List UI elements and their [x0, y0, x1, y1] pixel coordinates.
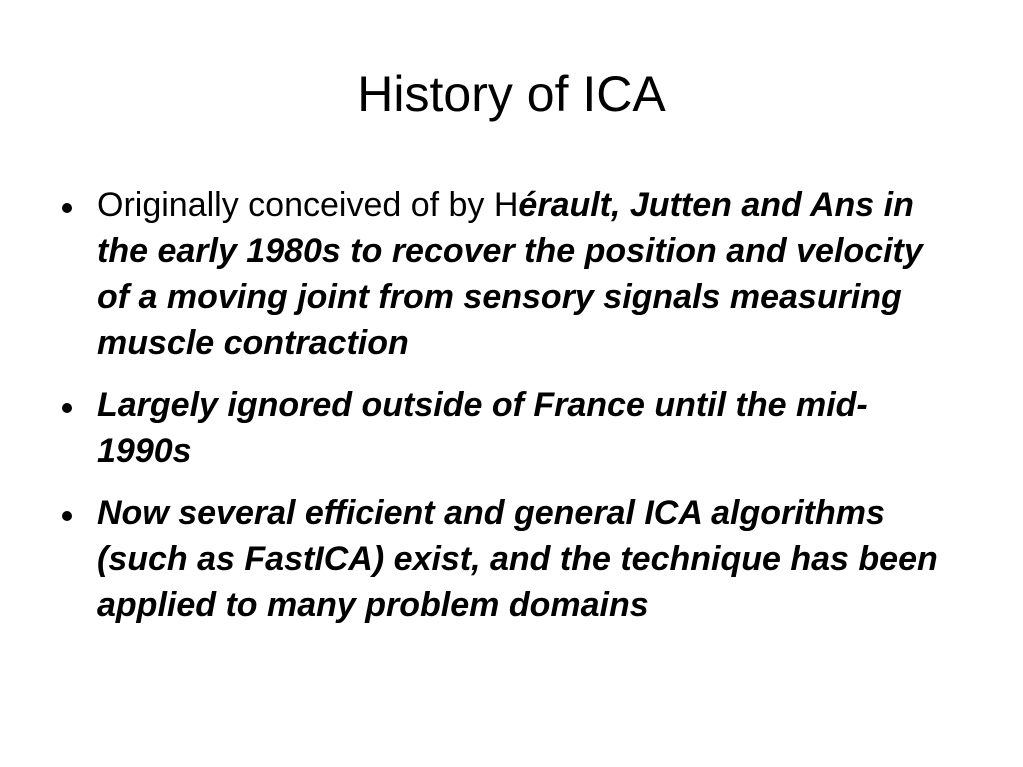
bullet-dot-icon [62, 203, 72, 213]
bullet-1-emphasis-text: érault, Jutten and Ans in the early 1980s to recover the position and velocity of a moving joint from sensory signals measuring muscle contraction [97, 186, 923, 362]
bullet-list [62, 182, 962, 644]
slide-title: History of ICA [357, 66, 666, 122]
bullet-3-emphasis-text: Now several efficient and general ICA algorithms (such as FastICA) exist, and the technique has been applied to many problem domains [97, 494, 938, 624]
bullet-dot-icon [62, 403, 72, 413]
bullet-dot-icon [62, 511, 72, 521]
bullet-item-1 [62, 182, 962, 366]
bullet-item-2 [62, 382, 962, 474]
bullet-2-emphasis-text: Largely ignored outside of France until the mid-1990s [97, 386, 868, 470]
bullet-item-3 [62, 490, 962, 628]
bullet-1-plain-text: Originally conceived of by H [97, 186, 519, 224]
